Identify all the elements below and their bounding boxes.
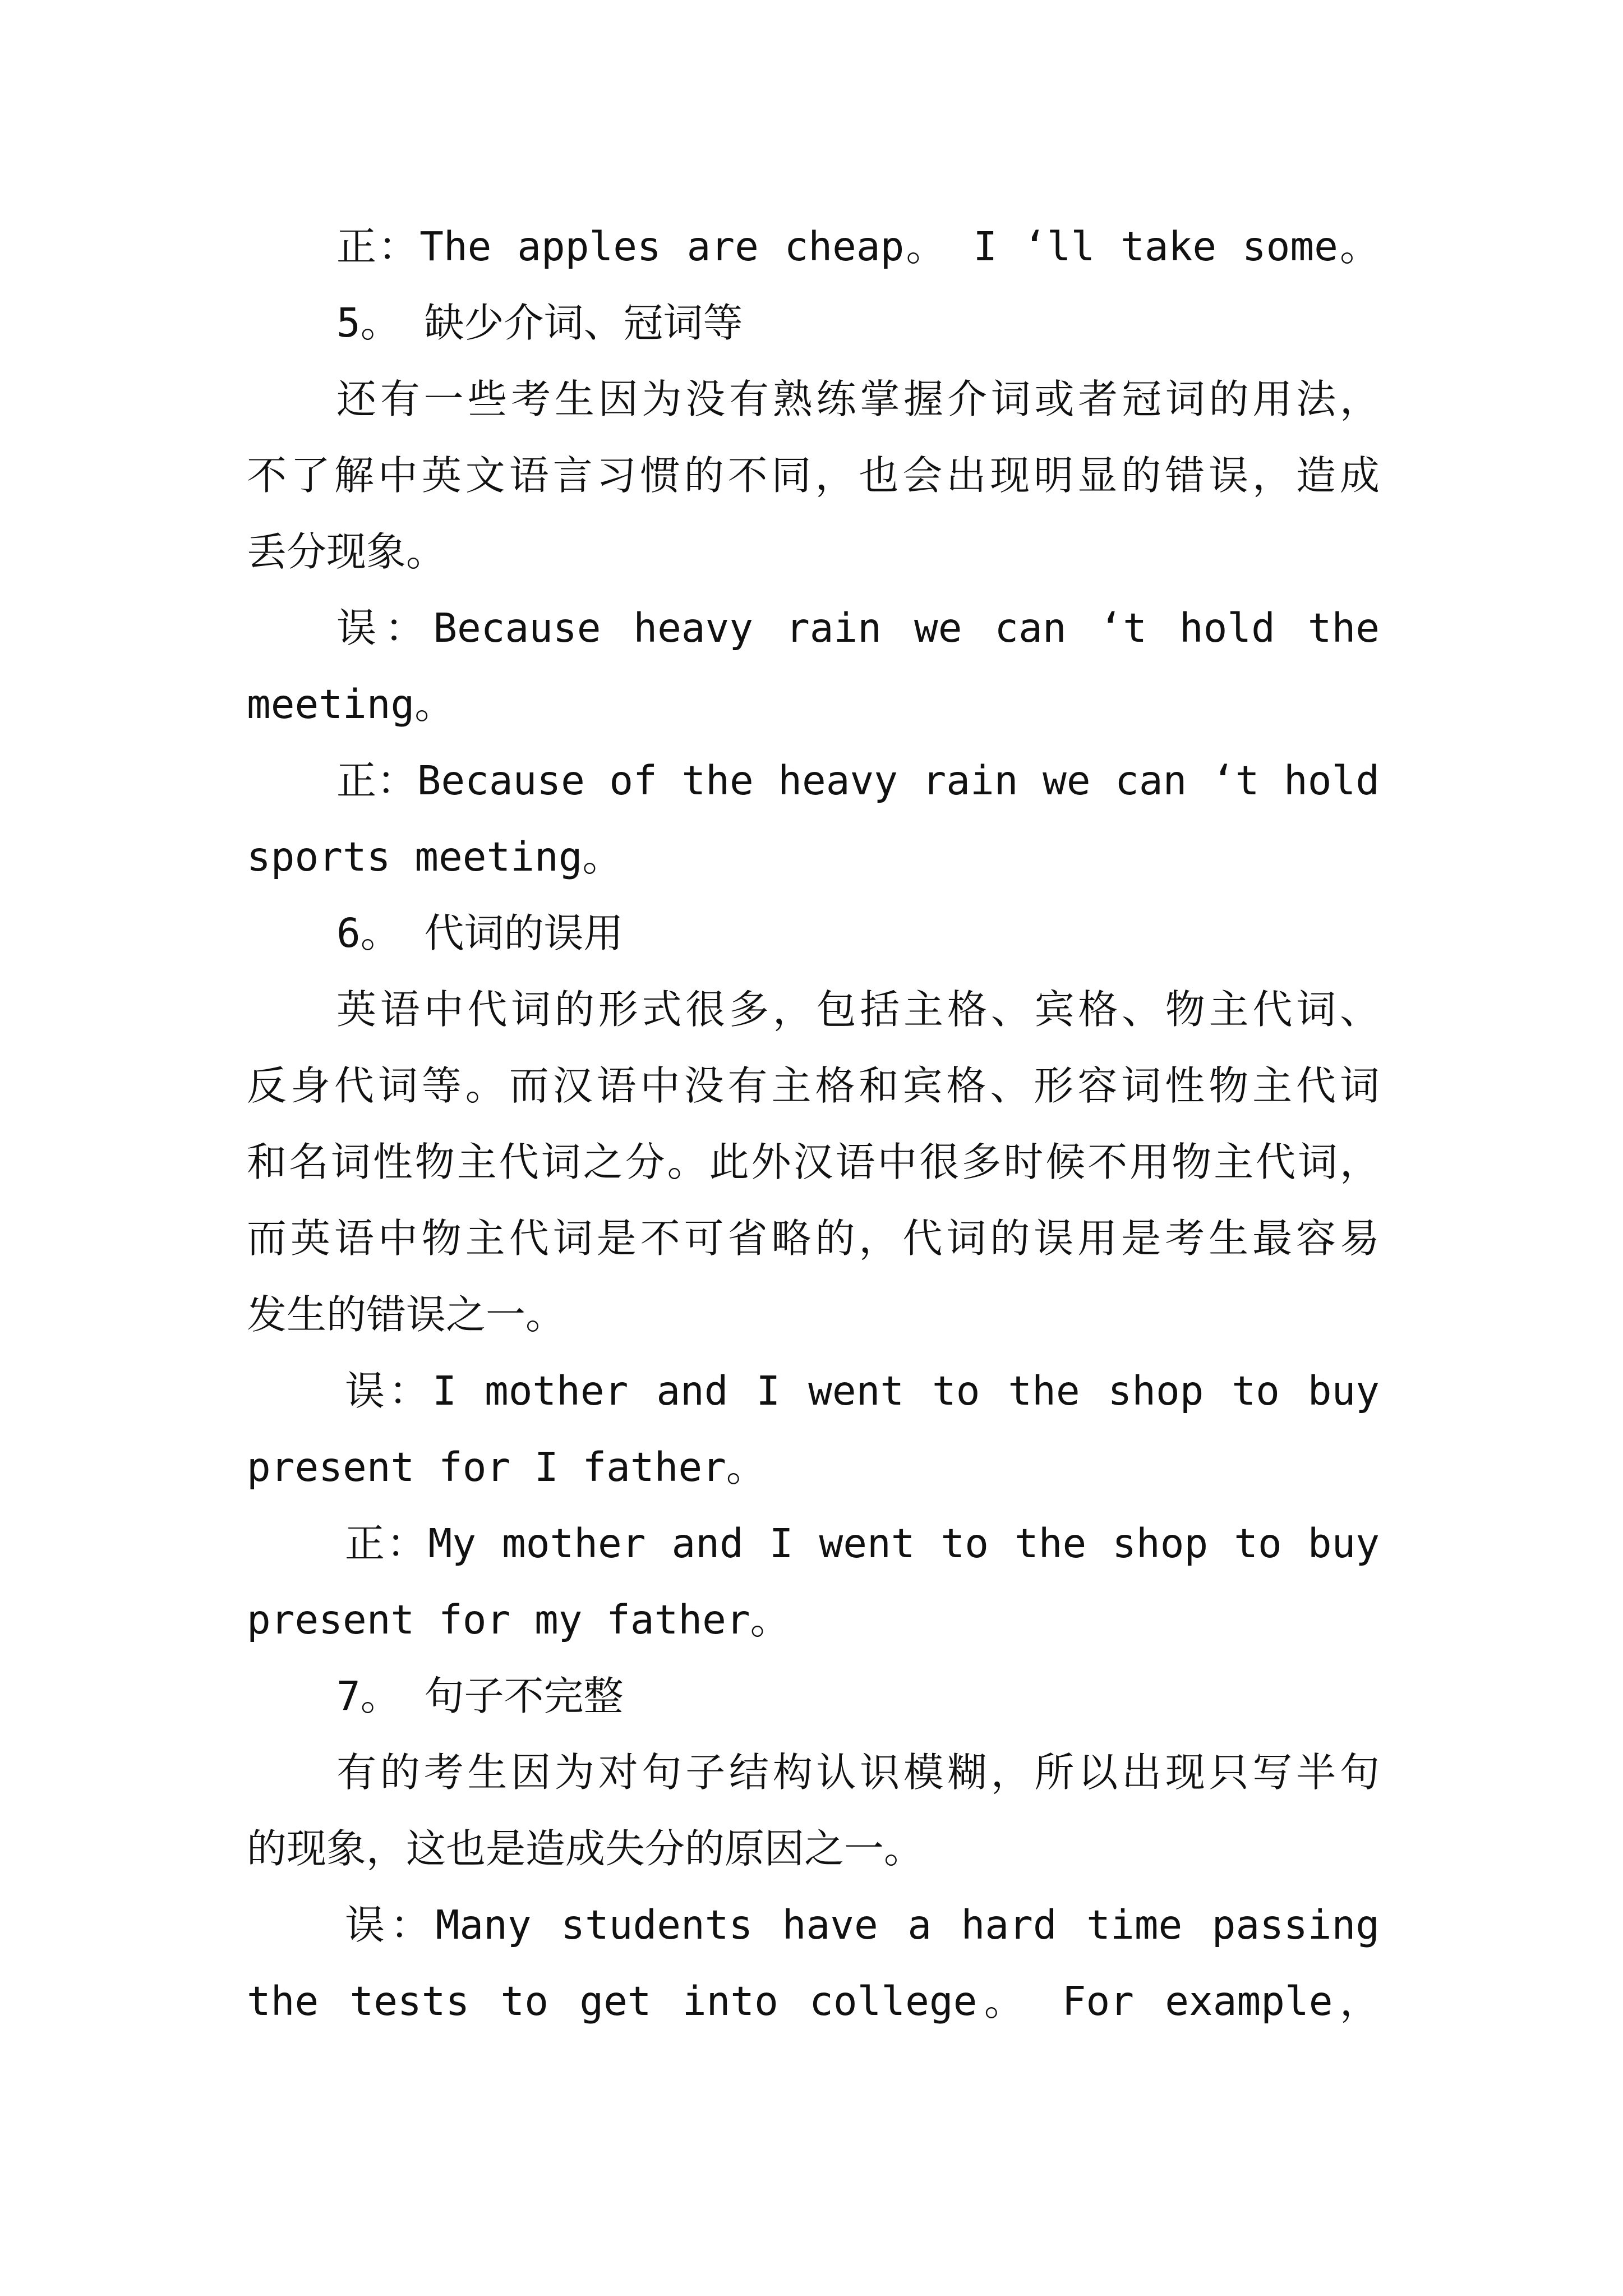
paragraph-line: 发生的错误之一。 — [247, 1291, 566, 1338]
paragraph-line: 的现象，这也是造成失分的原因之一。 — [247, 1825, 924, 1872]
paragraph-line: 英语中代词的形式很多，包括主格、宾格、物主代词、 — [336, 986, 1380, 1033]
wrong-example-line: meeting。 — [247, 681, 455, 728]
paragraph-line: 不了解中英文语言习惯的不同，也会出现明显的错误，造成 — [247, 452, 1380, 499]
paragraph-line: 和名词性物主代词之分。此外汉语中很多时候不用物主代词， — [247, 1139, 1380, 1185]
correct-example-line: 正：The apples are cheap。 I ‘ll take some。 — [336, 223, 1380, 270]
document-body — [247, 209, 1380, 2040]
correct-example-line: 正：Because of the heavy rain we can ‘t hold — [336, 757, 1380, 804]
paragraph-line: 而英语中物主代词是不可省略的，代词的误用是考生最容易 — [247, 1215, 1380, 1262]
section-heading-7: 7。 句子不完整 — [336, 1673, 624, 1719]
section-heading-5: 5。 缺少介词、冠词等 — [336, 300, 743, 346]
section-heading-6: 6。 代词的误用 — [336, 910, 624, 956]
wrong-example-line: present for I father。 — [247, 1444, 766, 1490]
wrong-example-line: 误：Because heavy rain we can ‘t hold the — [336, 605, 1380, 651]
paragraph-line: 还有一些考生因为没有熟练掌握介词或者冠词的用法， — [336, 376, 1380, 422]
correct-example-line: 正：My mother and I went to the shop to buy — [345, 1520, 1380, 1567]
paragraph-line: 丢分现象。 — [247, 528, 446, 575]
wrong-example-line: the tests to get into college。 For example， — [247, 1978, 1380, 2024]
wrong-example-line: 误：Many students have a hard time passing — [345, 1902, 1380, 1948]
paragraph-line: 反身代词等。而汉语中没有主格和宾格、形容词性物主代词 — [247, 1062, 1380, 1109]
paragraph-line: 有的考生因为对句子结构认识模糊，所以出现只写半句 — [336, 1749, 1380, 1796]
correct-example-line: present for my father。 — [247, 1596, 790, 1643]
correct-example-line: sports meeting。 — [247, 834, 623, 880]
wrong-example-line: 误：I mother and I went to the shop to buy — [345, 1368, 1380, 1414]
